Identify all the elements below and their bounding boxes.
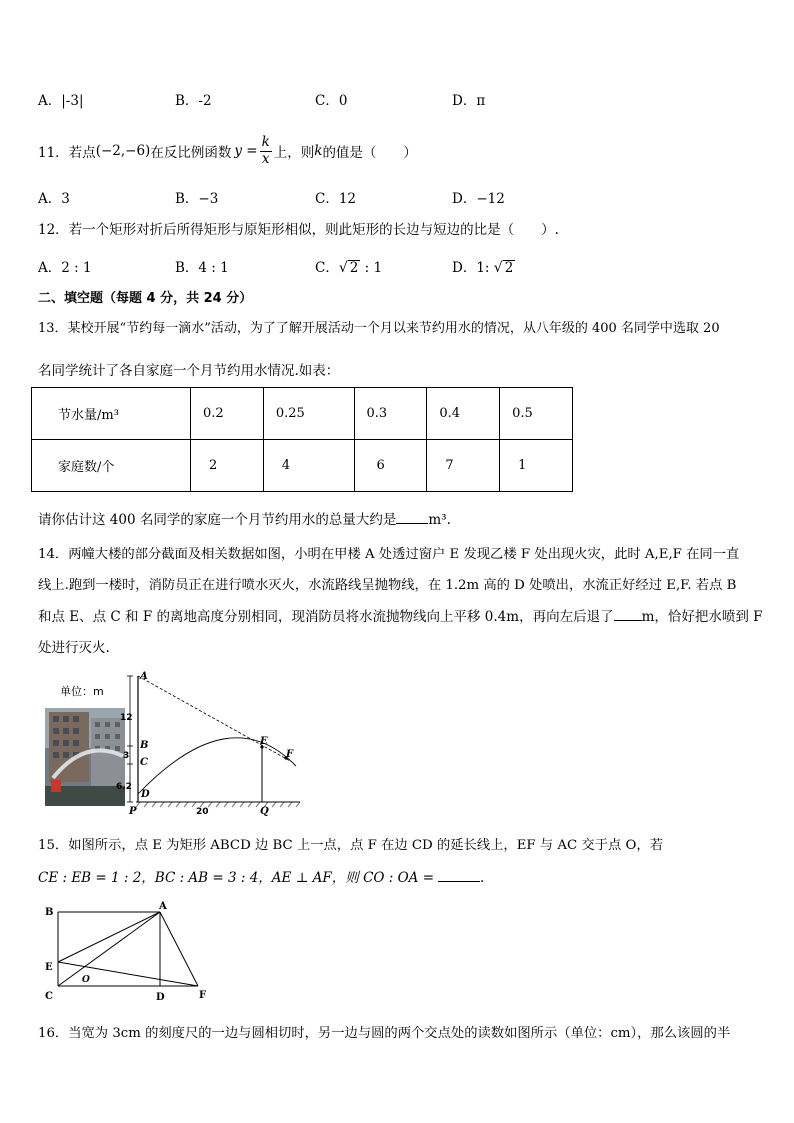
label-e: E [260, 736, 268, 747]
label-o: O [82, 975, 90, 985]
q14-line1: 14．两幢大楼的部分截面及相关数据如图，小明在甲楼 A 处透过窗户 E 发现乙楼 F 处出现火灾，此时 A,E,F 在同一直 [38, 547, 740, 562]
q12-option-c-label: C． [315, 260, 339, 276]
q10-option-d: D．π [452, 93, 486, 109]
q15-line2-end: . [480, 870, 485, 886]
diagonal-ac [58, 912, 160, 986]
dim-ab: 12 [120, 713, 133, 723]
q11-k: k [314, 143, 323, 159]
q11-option-b: B．−3 [175, 191, 219, 207]
q12-option-d-label: D．1: [452, 260, 494, 276]
q14-line3-b: m，恰好把水喷到 F [641, 609, 763, 625]
dim-pq: 20 [196, 807, 209, 817]
label-c: C [45, 991, 53, 1002]
q11-suffix: 的值是（ ） [322, 145, 417, 161]
q15-line1: 15．如图所示，点 E 为矩形 ABCD 边 BC 上一点，点 F 在边 CD 的延长线上，EF 与 AC 交于点 O，若 [38, 838, 664, 853]
q13-ask-prefix: 请你估计这 400 名同学的家庭一个月节约用水的总量大约是 [38, 512, 397, 528]
label-q: Q [260, 806, 269, 817]
table-cell: 4 [263, 440, 354, 492]
q11-stem [38, 131, 417, 171]
q13-line2: 名同学统计了各自家庭一个月节约用水情况.如表： [38, 363, 340, 379]
q11-option-d: D．−12 [452, 191, 505, 207]
q10-option-a: A．|-3| [38, 93, 84, 109]
label-e: E [45, 962, 53, 973]
answer-blank [438, 881, 480, 882]
label-p: P [129, 806, 137, 817]
q12-option-b: B．4 : 1 [175, 260, 229, 276]
q11-fraction-numerator: k [261, 134, 270, 150]
q14-diagram [110, 668, 310, 818]
q14-line2: 线上.跑到一楼时，消防员正在进行喷水灭火，水流路线呈抛物线，在 1.2m 高的 D 处喷出，水流正好经过 E,F. 若点 B [38, 578, 737, 593]
table-cell: 6 [354, 440, 427, 492]
q13-question [38, 508, 451, 528]
table-row-header: 节水量/m³ [32, 388, 191, 440]
label-f: F [199, 990, 207, 1001]
q11-fraction-denominator: x [261, 150, 270, 167]
label-d: D [156, 992, 165, 1003]
edge-af [160, 912, 198, 986]
q15-line2 [38, 866, 484, 886]
q11-option-c: C．12 [315, 191, 357, 207]
sight-line [138, 676, 292, 762]
dim-bc: 3 [123, 751, 130, 761]
q11-prefix: 11．若点 [38, 145, 96, 161]
q11-mid: 在反比例函数 [150, 145, 232, 161]
ground-hatch [136, 802, 300, 807]
label-a: A [159, 901, 167, 912]
segment-ef [58, 962, 198, 986]
table-row [32, 440, 573, 492]
q12-option-c: C．√ 2 : 1 [315, 260, 383, 276]
water-parabola [138, 738, 296, 794]
q10-option-b: B．-2 [175, 93, 212, 109]
label-c: C [140, 757, 148, 768]
table-cell: 2 [191, 440, 264, 492]
q13-line1: 13．某校开展“节约每一滴水”活动，为了了解开展活动一个月以来节约用水的情况，从八年级的 400 名同学中选取 20 [38, 321, 720, 336]
label-b: B [45, 907, 54, 918]
answer-blank [614, 620, 642, 621]
table-cell: 1 [500, 440, 573, 492]
q14-line3 [38, 605, 763, 625]
table-cell: 0.2 [191, 388, 264, 440]
answer-blank [396, 523, 428, 524]
q15-line2-text: CE : EB = 1 : 2，BC : AB = 3 : 4，AE ⊥ AF，则 CO : OA = [38, 870, 435, 886]
q14-line4: 处进行灭火. [38, 640, 110, 656]
q13-table [31, 387, 573, 492]
q10-option-c: C．0 [315, 93, 348, 109]
table-cell: 0.3 [354, 388, 427, 440]
label-a: A [140, 671, 148, 682]
table-cell: 0.4 [427, 388, 500, 440]
q12-option-d: D．1: √ 2 [452, 260, 514, 276]
q12-option-a: A．2 : 1 [38, 260, 92, 276]
q11-after-func: 上，则 [273, 145, 315, 161]
table-cell: 0.5 [500, 388, 573, 440]
q12-stem: 12．若一个矩形对折后所得矩形与原矩形相似，则此矩形的长边与短边的比是（ ）. [38, 222, 559, 238]
table-row-header: 家庭数/个 [32, 440, 191, 492]
label-b: B [140, 740, 149, 751]
q13-ask-suffix: m³. [428, 512, 451, 528]
q11-func-lhs: y = [234, 143, 258, 159]
dim-cd: 6.2 [116, 782, 132, 792]
q12-option-c-radicand: 2 [349, 260, 359, 276]
table-row [32, 388, 573, 440]
section-title: 二、填空题（每题 4 分，共 24 分） [38, 291, 253, 306]
q12-option-d-radicand: 2 [504, 260, 514, 276]
q16-line1: 16．当宽为 3cm 的刻度尺的一边与圆相切时，另一边与圆的两个交点处的读数如图所示（单位：cm），那么该圆的半 [38, 1026, 731, 1041]
segment-ae [58, 912, 160, 962]
table-cell: 0.25 [263, 388, 354, 440]
q11-option-a: A．3 [38, 191, 70, 207]
figure-unit-label: 单位：m [60, 685, 104, 698]
q11-point: (−2,−6) [95, 143, 151, 159]
table-cell: 7 [427, 440, 500, 492]
q14-line3-a: 和点 E、点 C 和 F 的离地高度分别相同，现消防员将水流抛物线向上平移 0.4m，再向左后退了 [38, 609, 614, 625]
label-f: F [286, 749, 294, 760]
label-d: D [141, 789, 150, 800]
q15-diagram [40, 900, 220, 1010]
q12-option-c-rest: : 1 [360, 260, 383, 276]
q11-fraction [260, 136, 272, 166]
